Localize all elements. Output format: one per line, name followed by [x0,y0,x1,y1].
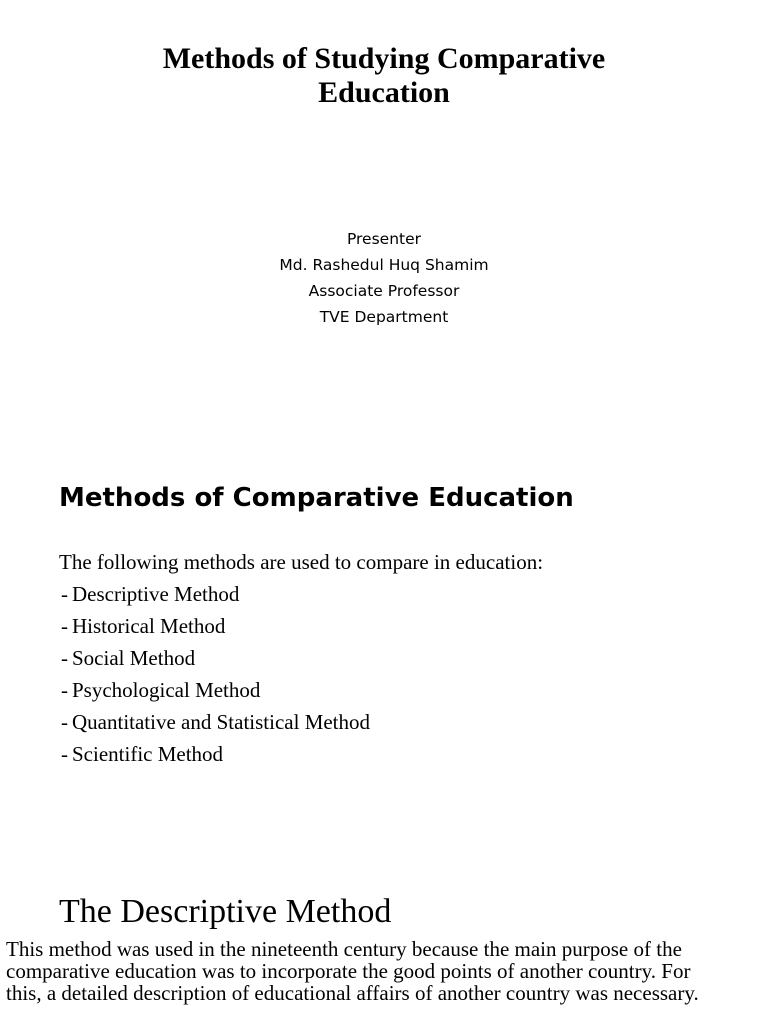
list-dash: - [61,742,68,766]
methods-intro-text: The following methods are used to compare in education: [59,550,544,574]
list-item-text: Quantitative and Statistical Method [72,710,371,734]
list-dash: - [61,646,68,670]
list-item-text: Psychological Method [72,678,261,702]
methods-list [61,578,370,770]
document-title-line-1: Methods of Studying Comparative [162,42,606,75]
presenter-position: Associate Professor [308,282,460,300]
methods-section-heading: Methods of Comparative Education [59,483,574,513]
list-dash: - [61,582,68,606]
paragraph-line-3: this, a detailed description of educational affairs of another country was necessary. [6,981,699,1005]
list-item [61,578,370,610]
list-item [61,610,370,642]
list-item [61,642,370,674]
list-item-text: Scientific Method [72,742,224,766]
descriptive-method-paragraph [6,938,762,1004]
list-item-text: Social Method [72,646,196,670]
presenter-label: Presenter [346,230,422,248]
descriptive-method-heading: The Descriptive Method [59,893,392,930]
list-item-text: Descriptive Method [72,582,240,606]
list-item [61,738,370,770]
list-item [61,674,370,706]
presenter-department: TVE Department [319,308,449,326]
list-item [61,706,370,738]
list-item-text: Historical Method [72,614,226,638]
document-title [84,42,684,110]
paragraph-line-1: This method was used in the nineteenth century because the main purpose of the [6,937,682,961]
presenter-name: Md. Rashedul Huq Shamim [279,256,489,274]
document-title-line-2: Education [318,76,450,109]
paragraph-line-2: comparative education was to incorporate the good points of another country. For [6,959,691,983]
presenter-info [184,226,584,330]
list-dash: - [61,710,68,734]
list-dash: - [61,614,68,638]
list-dash: - [61,678,68,702]
